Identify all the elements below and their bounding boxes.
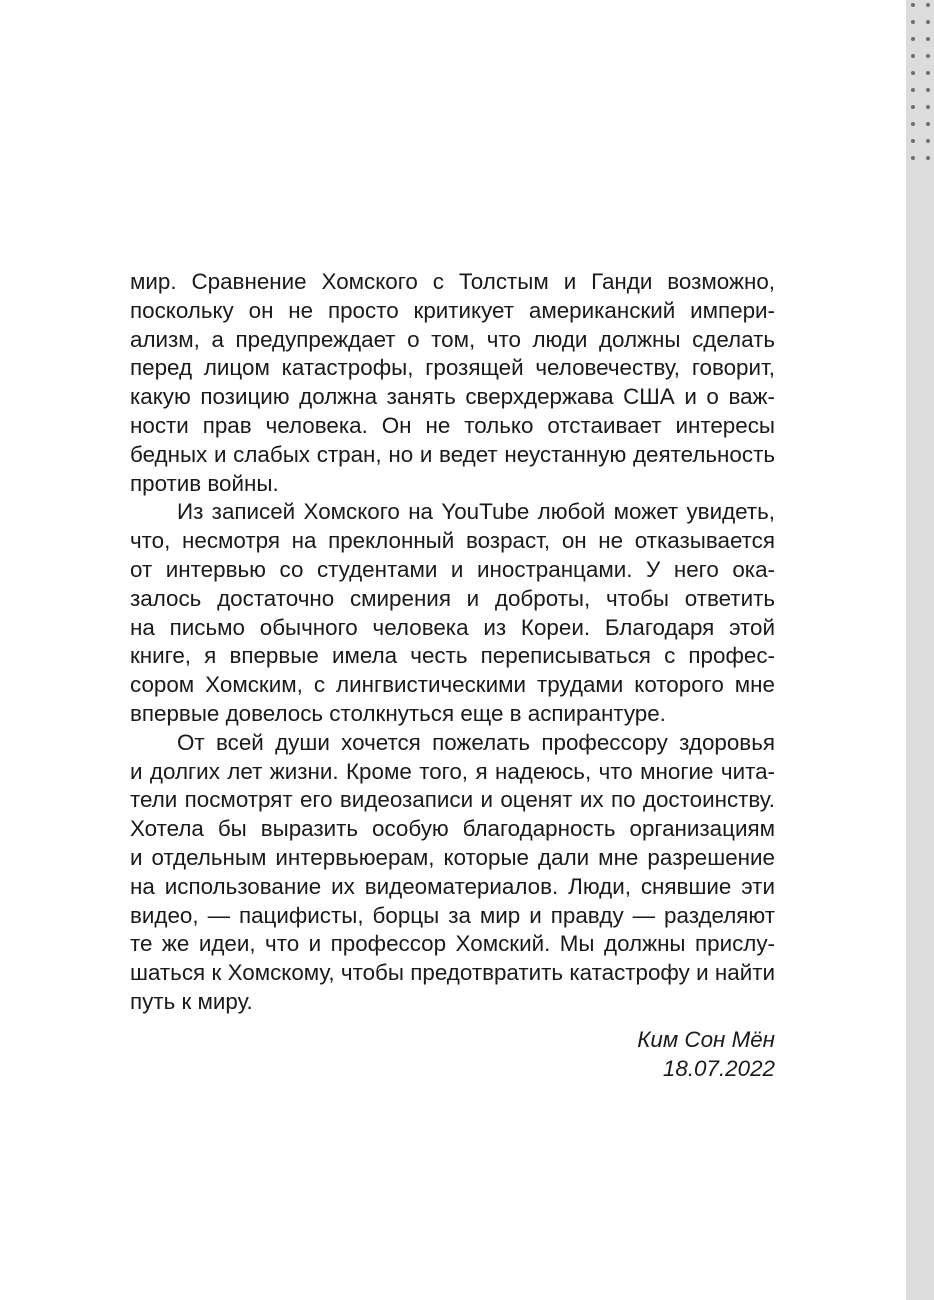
dot: [911, 37, 915, 41]
dot: [911, 71, 915, 75]
paragraph-2: [130, 498, 775, 728]
signature-author: Ким Сон Мён: [637, 1027, 775, 1052]
body-text: [130, 268, 775, 1017]
text-line: от интервью со студентами и иностранцами. У него ока-: [130, 556, 775, 582]
text-line: шаться к Хомскому, чтобы предотвратить катастрофу и найти: [130, 960, 775, 986]
dot: [911, 139, 915, 143]
text-line: книге, я впервые имела честь переписываться с профес-: [130, 643, 775, 669]
text-line: ализм, а предупреждает о том, что люди должны сделать: [130, 326, 775, 352]
text-line: путь к миру.: [130, 988, 253, 1014]
dot: [926, 71, 930, 75]
text-line: видео, — пацифисты, борцы за мир и правду — разделяют: [130, 902, 775, 928]
text-line: сором Хомским, с лингвистическими трудами которого мне: [130, 672, 775, 698]
text-line: От всей души хочется пожелать профессору здоровья: [177, 729, 775, 755]
dot: [911, 20, 915, 24]
dot: [926, 156, 930, 160]
text-line: мир. Сравнение Хомского с Толстым и Ганди возможно,: [130, 269, 775, 294]
text-line: залось достаточно смирения и доброты, чтобы ответить: [130, 585, 775, 611]
text-line: против войны.: [130, 470, 279, 496]
text-line: на использование их видеоматериалов. Люди, снявшие эти: [130, 873, 775, 899]
dot: [926, 20, 930, 24]
text-line: поскольку он не просто критикует американский импери-: [130, 297, 775, 323]
decorative-dot-grid: [906, 0, 934, 170]
text-line: те же идеи, что и профессор Хомский. Мы должны прислу-: [130, 931, 775, 957]
text-line: тели посмотрят его видеозаписи и оценят их по достоинству.: [130, 787, 775, 813]
dot: [926, 105, 930, 109]
text-line: впервые довелось столкнуться еще в аспирантуре.: [130, 700, 666, 726]
dot: [926, 139, 930, 143]
text-line: какую позицию должна занять сверхдержава США и о важ-: [130, 384, 775, 410]
signature: [130, 1026, 775, 1084]
text-line: на письмо обычного человека из Кореи. Благодаря этой: [130, 614, 775, 640]
dot: [926, 122, 930, 126]
dot: [926, 54, 930, 58]
text-line: и отдельным интервьюерам, которые дали мне разрешение: [130, 844, 775, 870]
text-line: перед лицом катастрофы, грозящей человечеству, говорит,: [130, 355, 775, 381]
text-line: ности прав человека. Он не только отстаивает интересы: [130, 412, 775, 438]
side-decoration-strip: [906, 0, 934, 1300]
dot: [911, 3, 915, 7]
dot: [911, 54, 915, 58]
text-line: и долгих лет жизни. Кроме того, я надеюсь, что многие чита-: [130, 758, 775, 784]
dot: [911, 105, 915, 109]
dot: [911, 156, 915, 160]
text-line: бедных и слабых стран, но и ведет неустанную деятельность: [130, 441, 775, 467]
paragraph-1: [130, 268, 775, 498]
dot: [926, 37, 930, 41]
dot: [911, 88, 915, 92]
dot: [911, 122, 915, 126]
dot: [926, 3, 930, 7]
paragraph-3: [130, 729, 775, 1017]
signature-date: 18.07.2022: [662, 1055, 775, 1081]
dot: [926, 88, 930, 92]
text-line: Хотела бы выразить особую благодарность организациям: [130, 816, 775, 842]
text-line: Из записей Хомского на YouTube любой может увидеть,: [177, 499, 775, 525]
text-line: что, несмотря на преклонный возраст, он не отказывается: [130, 528, 775, 554]
